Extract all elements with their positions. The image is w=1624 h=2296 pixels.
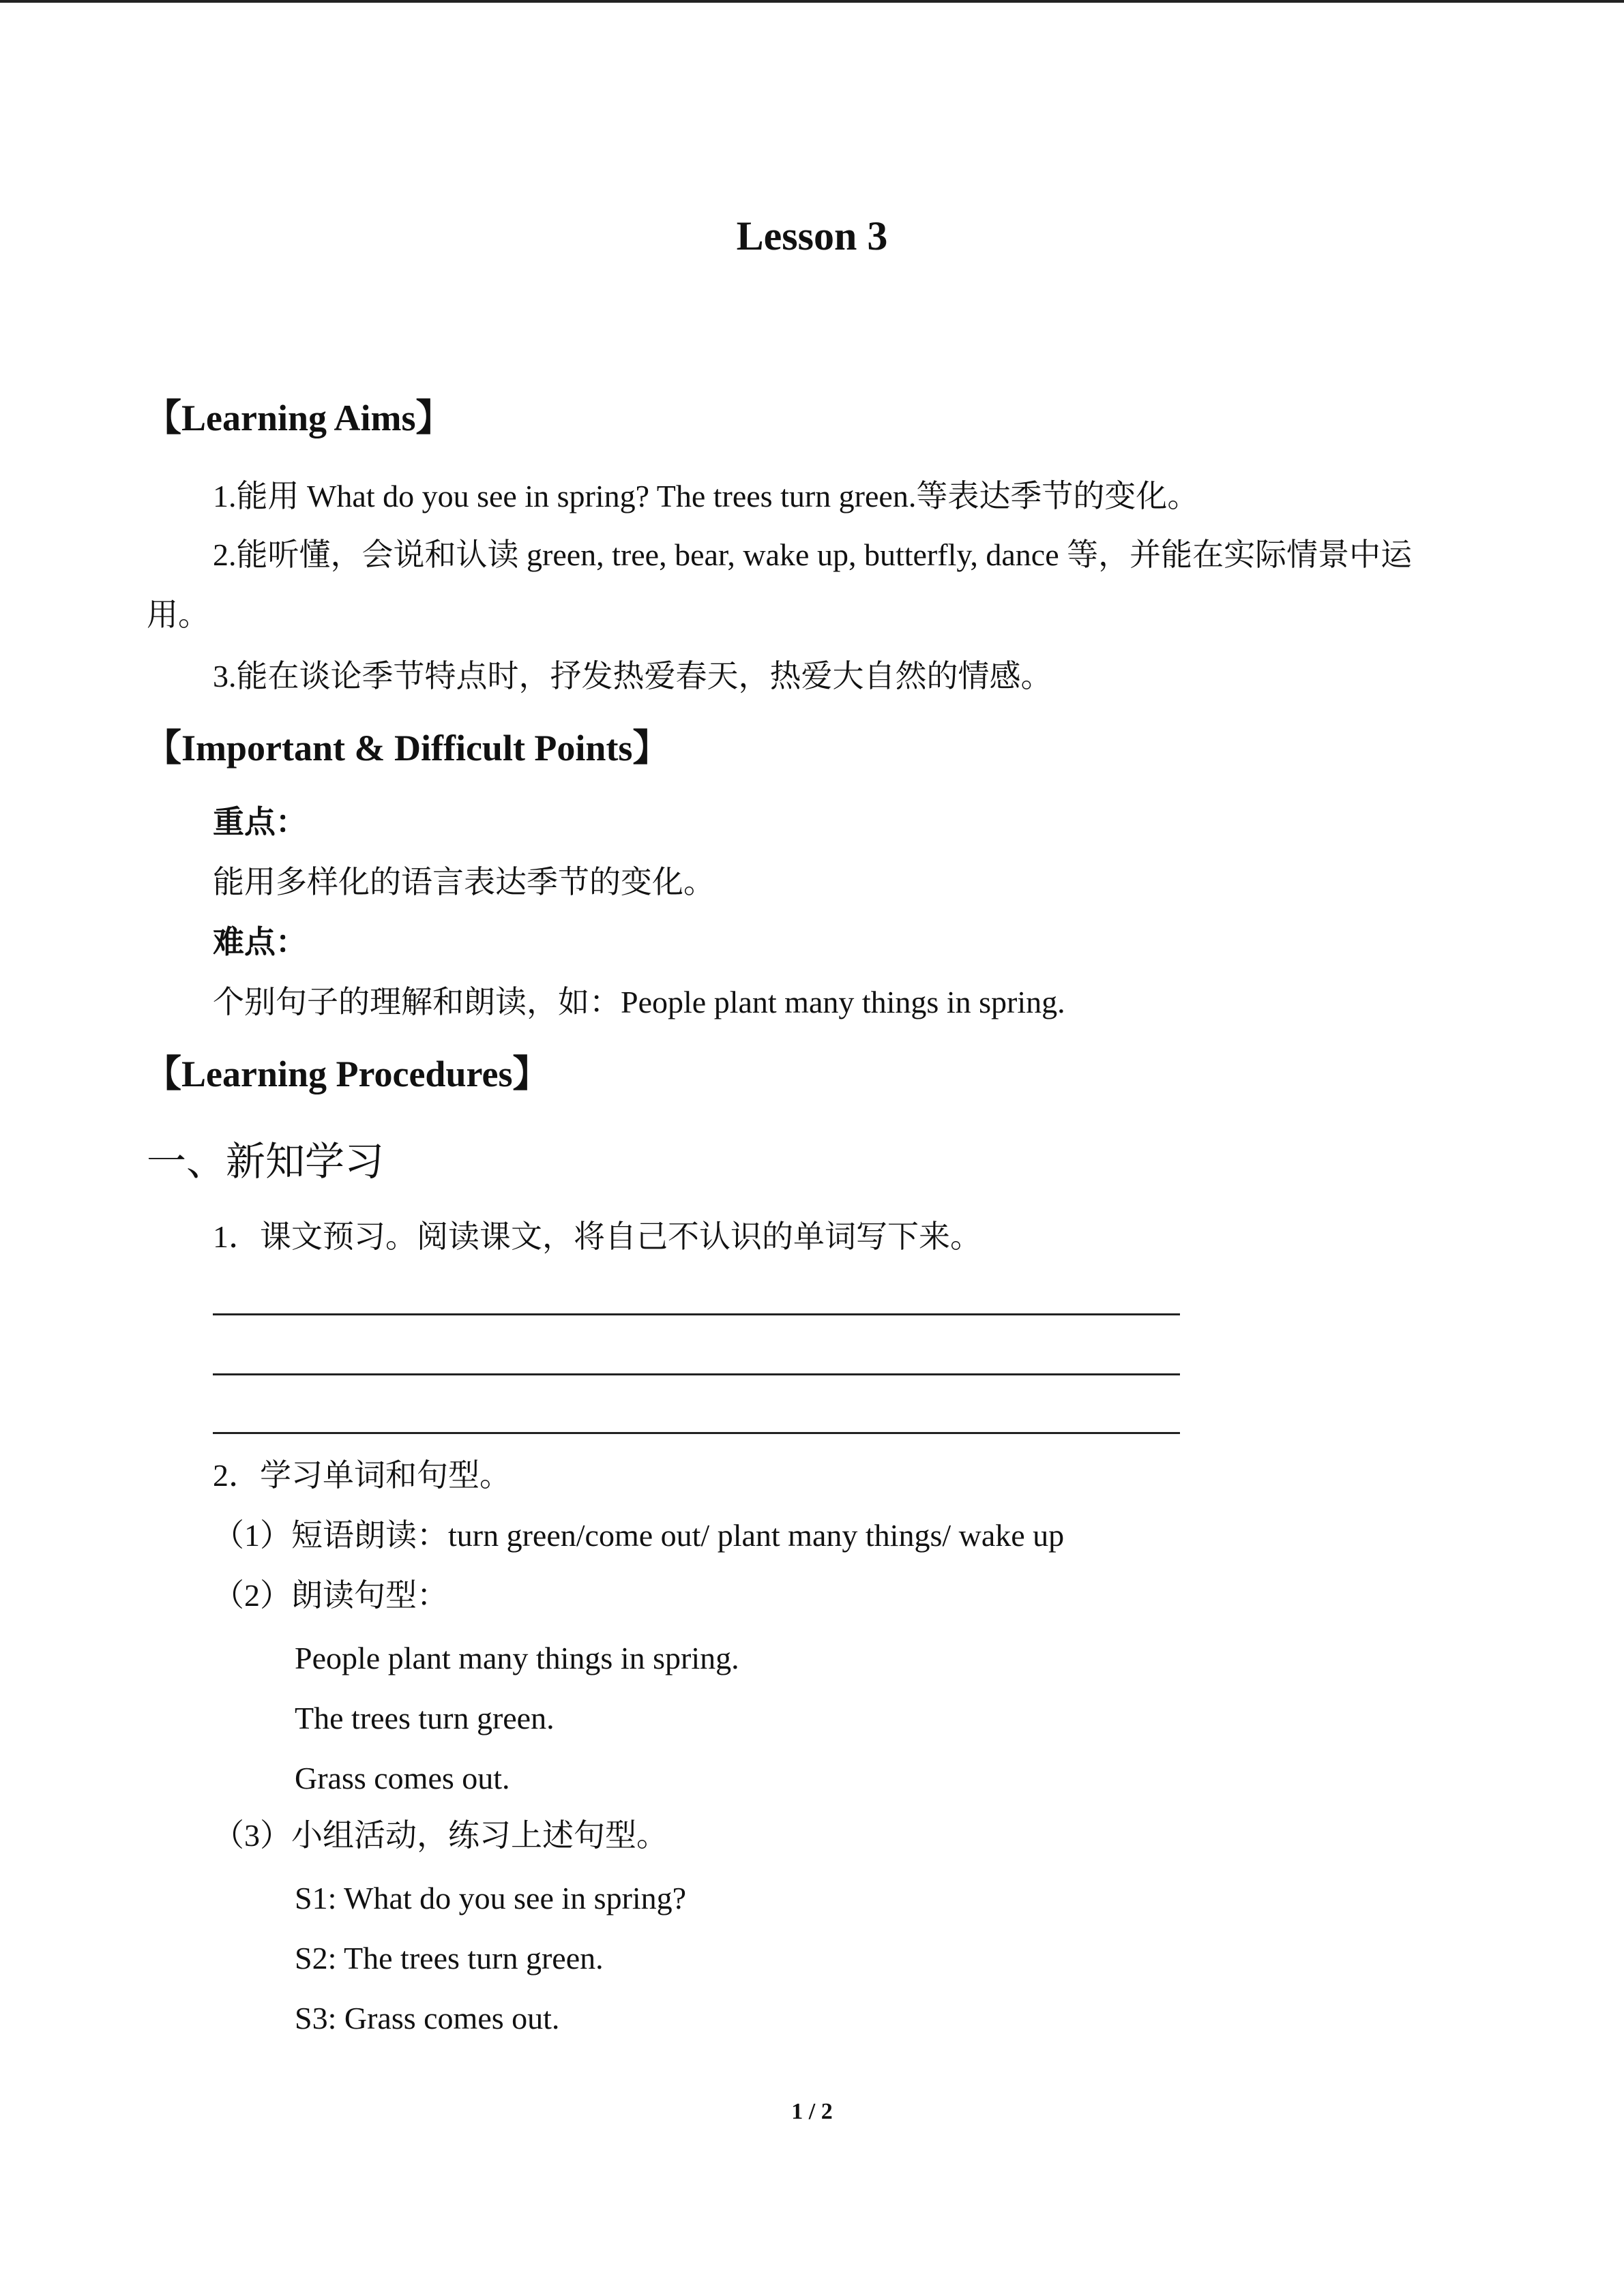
- sub-task-1-text: （1）短语朗读：turn green/come out/ plant many things/ wake up: [213, 1518, 1065, 1553]
- dialogue-line: S2: The trees turn green.: [295, 1941, 604, 1976]
- task-2-text: 2．学习单词和句型。: [213, 1458, 511, 1493]
- sentence-item: Grass comes out.: [295, 1761, 510, 1795]
- sub-task-2-text: （2）朗读句型：: [213, 1578, 448, 1613]
- difficult-point-label: 难点：: [213, 925, 307, 959]
- dialogue-line: S1: What do you see in spring?: [295, 1881, 687, 1915]
- section-new-learning-title: 一、新知学习: [147, 1139, 385, 1184]
- key-point-text: 能用多样化的语言表达季节的变化。: [213, 865, 715, 899]
- aim-item-1: 1.能用 What do you see in spring? The trees turn green.等表达季节的变化。: [213, 479, 1199, 513]
- key-point-label: 重点：: [213, 805, 307, 839]
- sentence-item: People plant many things in spring.: [295, 1641, 739, 1675]
- writing-line[interactable]: [213, 1313, 1180, 1315]
- aim-item-3: 3.能在谈论季节特点时，抒发热爱春天，热爱大自然的情感。: [213, 659, 1052, 694]
- sub-task-3-text: （3）小组活动，练习上述句型。: [213, 1818, 668, 1853]
- task-1-text: 1．课文预习。阅读课文，将自己不认识的单词写下来。: [213, 1219, 981, 1254]
- sentence-item: The trees turn green.: [295, 1701, 555, 1735]
- page-top-border: [0, 0, 1624, 3]
- page-number: 1 / 2: [791, 2099, 833, 2124]
- points-heading: 【Important & Difficult Points】: [145, 728, 670, 769]
- dialogue-line: S3: Grass comes out.: [295, 2001, 560, 2036]
- procedures-heading: 【Learning Procedures】: [145, 1054, 550, 1094]
- aim-item-2: 2.能听懂，会说和认读 green, tree, bear, wake up, butterfly, dance 等，并能在实际情景中运: [213, 537, 1413, 572]
- aim-item-2-continued: 用。: [147, 597, 209, 632]
- writing-line[interactable]: [213, 1432, 1180, 1434]
- difficult-point-text: 个别句子的理解和朗读，如：People plant many things in spring.: [213, 985, 1065, 1019]
- page-title: Lesson 3: [736, 213, 888, 258]
- learning-aims-heading: 【Learning Aims】: [145, 398, 453, 438]
- writing-line[interactable]: [213, 1373, 1180, 1375]
